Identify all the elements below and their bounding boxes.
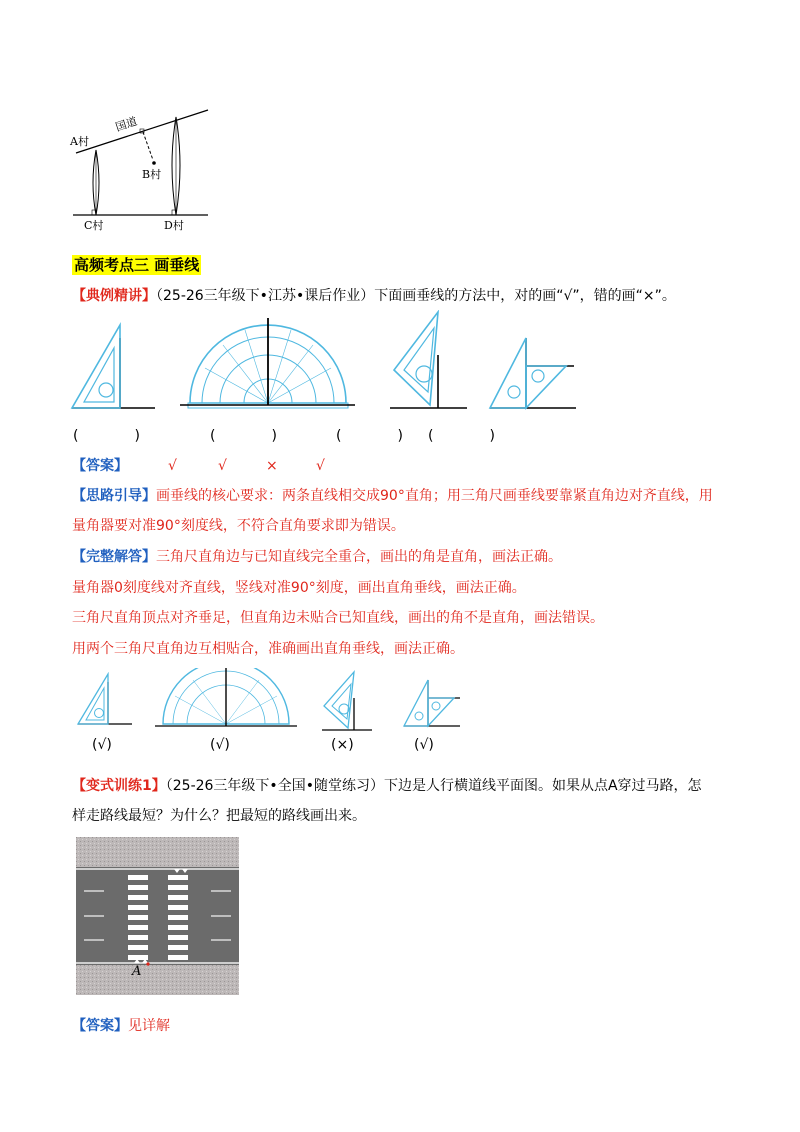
road-label: 国道: [113, 114, 139, 134]
figure-set-square-1: [70, 320, 160, 415]
solution-figure-4: [402, 676, 464, 730]
practice-line-1: 【变式训练1】（25-26三年级下•全国•随堂练习）下边是人行横道线平面图。如果从点A穿过马路，怎: [72, 778, 702, 794]
answer-mark-4: √: [316, 458, 325, 474]
guide-line-1: 【思路引导】画垂线的核心要求：两条直线相交成90°直角；用三角尺画垂线要靠紧直角边对齐直线，用: [72, 488, 713, 504]
figure-set-square-2: [382, 310, 472, 410]
crosswalk-figure: [76, 837, 239, 995]
figure-two-set-squares: [488, 330, 580, 412]
blank-3[interactable]: ( ): [336, 428, 403, 444]
blank-1[interactable]: ( ): [73, 428, 140, 444]
solution-line-3: 三角尺直角顶点对齐垂足，但直角边未贴合已知直线，画出的角不是直角，画法错误。: [72, 610, 604, 626]
example-question: [72, 286, 676, 306]
answer-mark-3: ×: [266, 458, 278, 474]
solution-figure-3: [316, 670, 376, 732]
section-title: 高频考点三 画垂线: [74, 256, 200, 274]
village-b-label: B村: [142, 168, 162, 181]
village-c-label: C村: [84, 219, 104, 232]
practice-line-2: 样走路线最短？为什么？把最短的路线画出来。: [72, 808, 366, 824]
answer-line-2: 【答案】见详解: [72, 1018, 170, 1034]
solution-figure-1: [76, 672, 136, 728]
blank-4[interactable]: ( ): [428, 428, 495, 444]
village-a-label: A村: [70, 135, 89, 148]
example-text: （25-26三年级下•江苏•课后作业）下面画垂线的方法中，对的画“√”，错的画“×”。: [156, 288, 676, 304]
guide-line-2: 量角器要对准90°刻度线，不符合直角要求即为错误。: [72, 518, 405, 534]
point-a-label: A: [132, 964, 142, 979]
answer-mark-1: √: [168, 458, 177, 474]
example-tag: 【典例精讲】: [72, 288, 156, 304]
blank-2[interactable]: ( ): [210, 428, 277, 444]
solution-figure-2: [155, 668, 297, 730]
figure-protractor-1: [180, 318, 355, 413]
solution-line-1: 【完整解答】三角尺直角边与已知直线完全重合，画出的角是直角，画法正确。: [72, 549, 562, 565]
answer-tag-1: 【答案】: [72, 458, 128, 474]
village-map-figure: [68, 105, 218, 240]
solution-label-1: (√): [92, 737, 112, 753]
solution-line-2: 量角器0刻度线对齐直线，竖线对准90°刻度，画出直角垂线，画法正确。: [72, 580, 526, 596]
solution-label-3: (×): [331, 737, 354, 753]
answer-mark-2: √: [218, 458, 227, 474]
village-d-label: D村: [164, 219, 184, 232]
solution-line-4: 用两个三角尺直角边互相贴合，准确画出直角垂线，画法正确。: [72, 641, 464, 657]
solution-label-2: (√): [210, 737, 230, 753]
solution-label-4: (√): [414, 737, 434, 753]
